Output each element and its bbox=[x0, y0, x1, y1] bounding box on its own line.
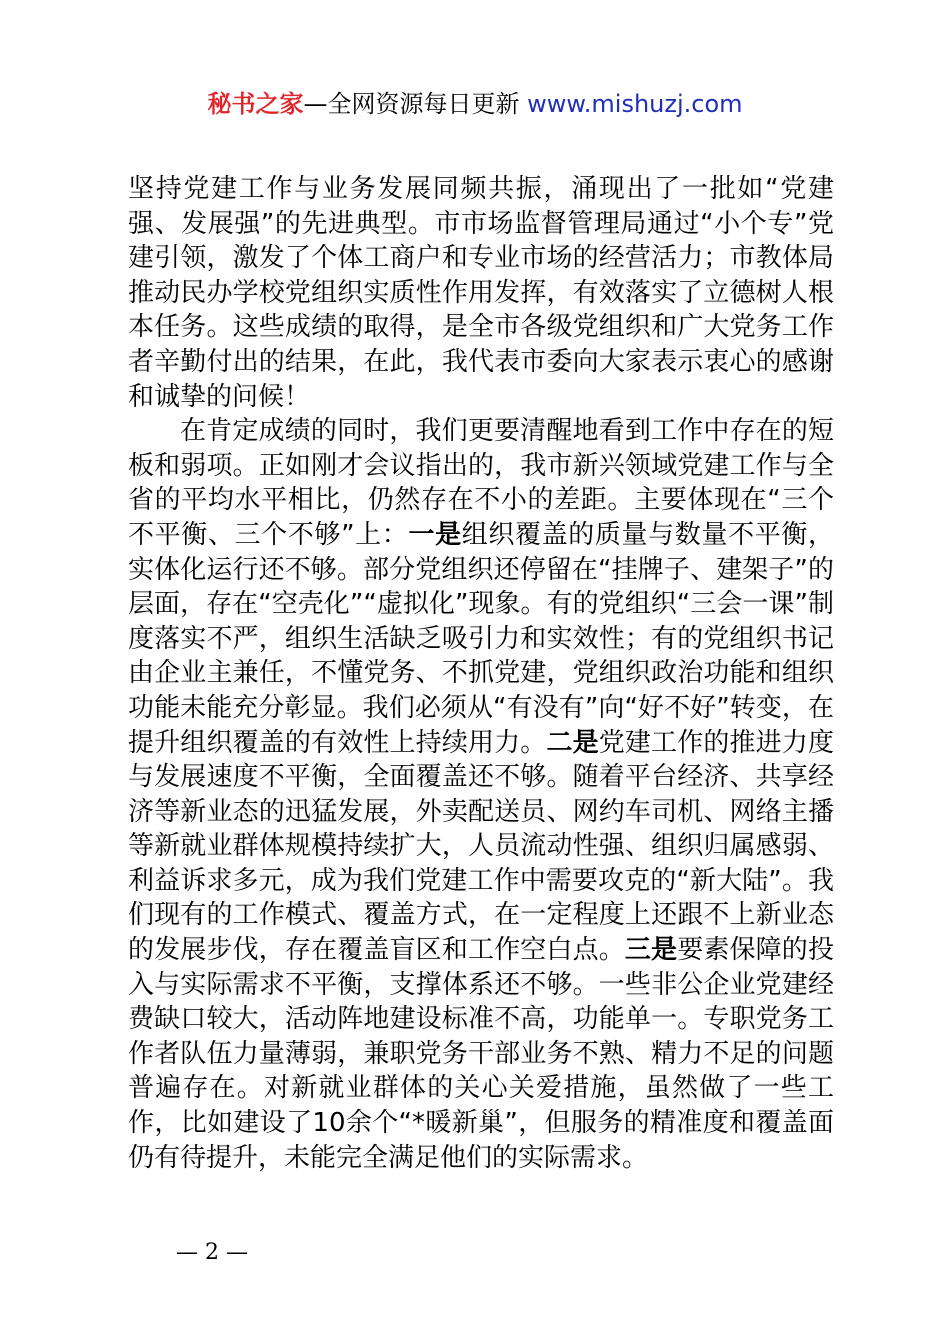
page-number: — 2 — bbox=[176, 1240, 248, 1265]
point-marker-three: 三是 bbox=[624, 935, 678, 966]
point-marker-two: 二是 bbox=[546, 727, 599, 758]
point-marker-one: 一是 bbox=[408, 519, 462, 550]
paragraph-1 bbox=[128, 172, 834, 414]
site-tagline: —全网资源每日更新 bbox=[303, 90, 528, 118]
paragraph-text: 组织覆盖的质量与数量不平衡，实体化运行还不够。部分党组织还停留在“挂牌子、建架子”的层面，存在“空壳化”“虚拟化”现象。有的党组织“三会一课”制度落实不严，组织生活缺乏吸引力和实效性；有的党组织书记由企业主兼任，不懂党务、不抓党建，党组织政治功能和组织功能未能充分彰显。我们必须从“有没有”向“好不好”转变，在提升组织覆盖的有效性上持续用力。 bbox=[128, 519, 834, 758]
paragraph-text: 党建工作的推进力度与发展速度不平衡，全面覆盖还不够。随着平台经济、共享经济等新业态的迅猛发展，外卖配送员、网约车司机、网络主播等新就业群体规模持续扩大，人员流动性强、组织归属感弱、利益诉求多元，成为我们党建工作中需要攻克的“新大陆”。我们现有的工作模式、覆盖方式，在一定程度上还跟不上新业态的发展步伐，存在覆盖盲区和工作空白点。 bbox=[128, 727, 834, 966]
paragraph-text: 在肯定成绩的同时，我们更要清醒地看到工作中存在的短板和弱项。正如刚才会议指出的，我市新兴领域党建工作与全省的平均水平相比，仍然存在不小的差距。主要体现在“三个不平衡、三个不够”上： bbox=[128, 416, 834, 550]
paragraph-2 bbox=[128, 414, 834, 1175]
paragraph-text: 坚持党建工作与业务发展同频共振，涌现出了一批如“党建强、发展强”的先进典型。市市场监督管理局通过“小个专”党建引领，激发了个体工商户和专业市场的经营活力；市教体局推动民办学校党组织实质性作用发挥，有效落实了立德树人根本任务。这些成绩的取得，是全市各级党组织和广大党务工作者辛勤付出的结果，在此，我代表市委向大家表示衷心的感谢和诚挚的问候！ bbox=[128, 174, 834, 412]
site-url-link[interactable]: www.mishuzj.com bbox=[527, 90, 743, 118]
paragraph-text: 要素保障的投入与实际需求不平衡，支撑体系还不够。一些非公企业党建经费缺口较大，活动阵地建设标准不高，功能单一。专职党务工作者队伍力量薄弱，兼职党务干部业务不熟、精力不足的问题普遍存在。对新就业群体的关心关爱措施，虽然做了一些工作，比如建设了10余个“*暖新巢”，但服务的精准度和覆盖面仍有待提升，未能完全满足他们的实际需求。 bbox=[128, 935, 834, 1173]
site-brand: 秘书之家 bbox=[207, 90, 304, 118]
site-header bbox=[0, 88, 950, 120]
document-body bbox=[128, 172, 834, 1175]
